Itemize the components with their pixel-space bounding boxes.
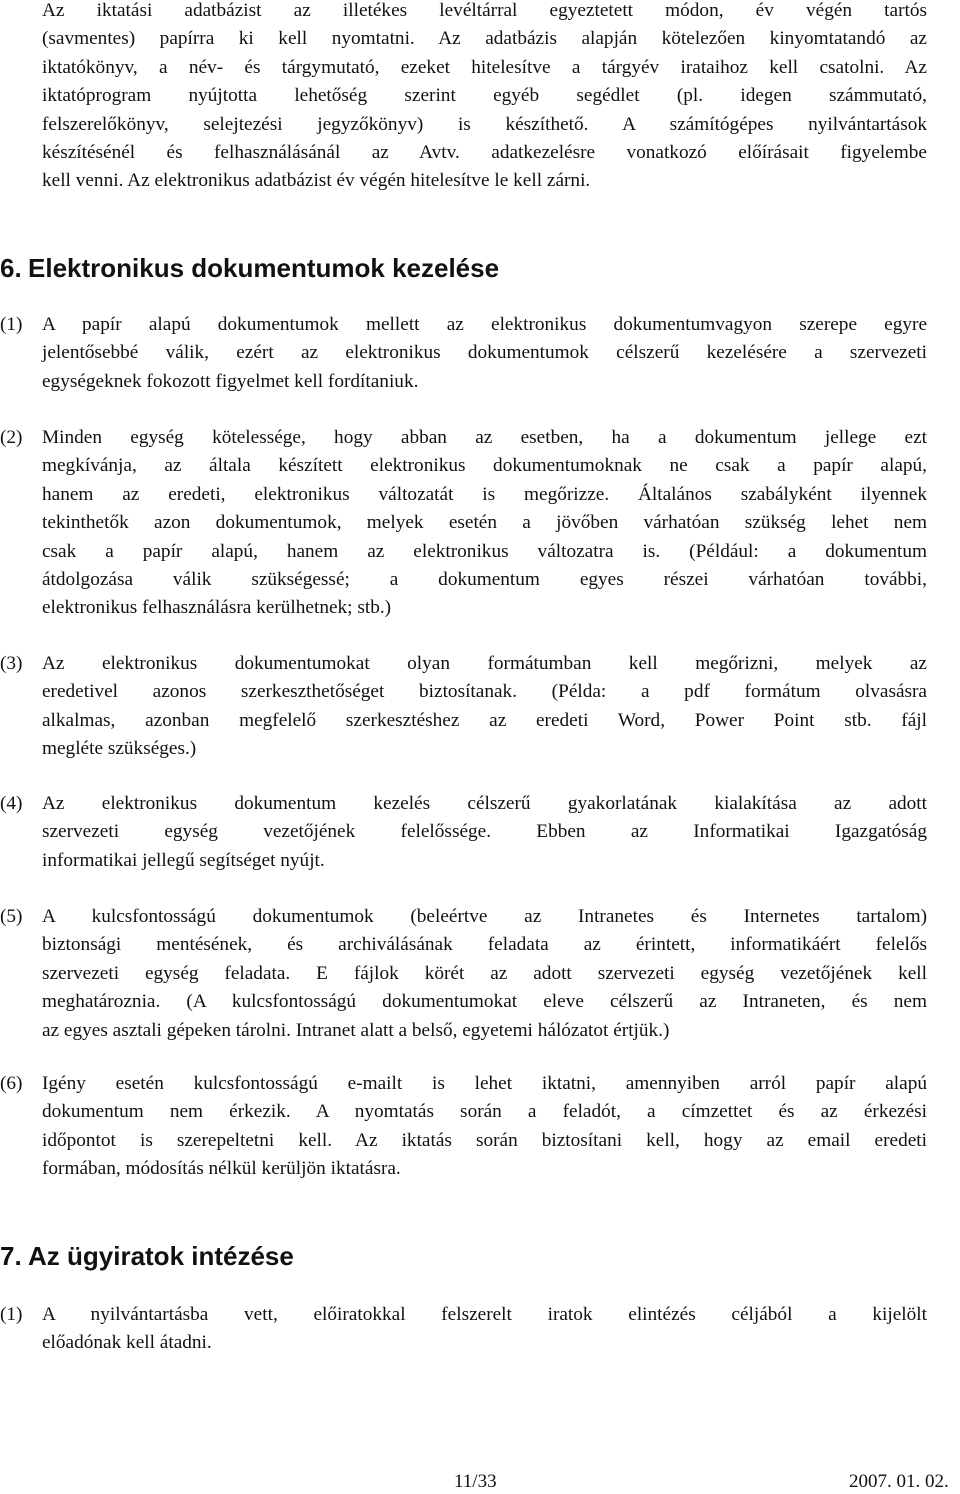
text-line: megkívánja, az általa készített elektronikus dokumentumoknak ne csak a papír alapú, [42,455,927,477]
text-line: dokumentum nem érkezik. A nyomtatás során a feladót, a címzettet és az érkezési [42,1101,927,1123]
paragraph-number: (4) [0,793,23,814]
text-line: időpontot is szerepeltetni kell. Az iktatás során biztosítani kell, hogy az email eredeti [42,1129,927,1151]
text-line: informatikai jellegű segítséget nyújt. [42,849,325,871]
text-line: formában, módosítás nélkül kerüljön iktatásra. [42,1158,401,1180]
text-line: Minden egység kötelessége, hogy abban az esetben, ha a dokumentum jellege ezt [42,427,927,448]
section-number: 6. [0,253,22,283]
section-title: Az ügyiratok intézése [28,1241,294,1271]
paragraph-number: (2) [0,427,23,448]
intro-paragraph [42,0,927,196]
section-6-paragraph-4 [0,790,927,875]
text-line: tekinthetők azon dokumentumok, melyek esetén a jövőben várhatóan szükség lehet nem [42,512,927,534]
section-6-paragraph-3 [0,650,927,764]
text-line: szervezeti egység feladata. E fájlok körét az adott szervezeti egység vezetőjének kell [42,962,927,984]
text-line: (savmentes) papírra ki kell nyomtatni. Az adatbázis alapján kötelezően kinyomtatandó az [42,28,927,50]
section-7-paragraph-1 [0,1301,927,1358]
text-line: eredetivel azonos szerkeszthetőséget biztosítanak. (Példa: a pdf formátum olvasásra [42,681,927,703]
text-line: az egyes asztali gépeken tárolni. Intranet alatt a belső, egyetemi hálózatot értjük.) [42,1019,670,1041]
text-line: hanem az eredeti, elektronikus változatát is megőrizze. Általános szabályként ilyennek [42,483,927,505]
text-line: Igény esetén kulcsfontosságú e-mailt is lehet iktatni, amennyiben arról papír alapú [42,1073,927,1094]
text-line: megléte szükséges.) [42,738,197,760]
text-line: biztonsági mentésének, és archiválásának feladata az érintett, informatikáért felelős [42,934,927,956]
paragraph-number: (5) [0,906,23,927]
text-line: Az elektronikus dokumentumokat olyan formátumban kell megőrizni, melyek az [42,653,927,674]
text-line: A nyilvántartásba vett, előiratokkal felszerelt iratok elintézés céljából a kijelölt [42,1304,927,1325]
text-line: felszerelőkönyv, selejtezési jegyzőkönyv) is készíthető. A számítógépes nyilvántartások [42,113,927,135]
text-line: egységeknek fokozott figyelmet kell fordítaniuk. [42,370,419,392]
section-title: Elektronikus dokumentumok kezelése [28,253,500,283]
paragraph-number: (6) [0,1073,23,1094]
text-line: csak a papír alapú, hanem az elektronikus változatra is. (Például: a dokumentum [42,540,927,562]
paragraph-number: (3) [0,653,23,674]
text-line: kell venni. Az elektronikus adatbázist év végén hitelesítve le kell zárni. [42,170,591,192]
text-line: A kulcsfontosságú dokumentumok (beleértve az Intranetes és Internetes tartalom) [42,906,927,927]
text-line: alkalmas, azonban megfelelő szerkesztéshez az eredeti Word, Power Point stb. fájl [42,709,927,731]
page-number: 11/33 [454,1471,497,1492]
text-line: iktatókönyv, a név- és tárgymutató, ezeket hitelesítve a tárgyév irataihoz kell csatolni. Az [42,56,927,78]
text-line: meghatároznia. (A kulcsfontosságú dokumentumokat eleve célszerű az Intraneten, és nem [42,991,927,1013]
text-line: iktatóprogram nyújtotta lehetőség szerint egyéb segédlet (pl. idegen számmutató, [42,85,927,107]
section-number: 7. [0,1241,22,1271]
paragraph-number: (1) [0,1304,23,1325]
section-6-heading [0,252,499,284]
text-line: Az iktatási adatbázist az illetékes levéltárral egyeztetett módon, év végén tartós [42,0,927,21]
text-line: elektronikus felhasználásra kerülhetnek; stb.) [42,597,392,619]
section-6-paragraph-6 [0,1070,927,1184]
section-6-paragraph-2 [0,424,927,623]
text-line: Az elektronikus dokumentum kezelés célszerű gyakorlatának kialakítása az adott [42,793,927,814]
paragraph-number: (1) [0,314,23,335]
section-7-heading [0,1240,294,1272]
section-6-paragraph-1 [0,311,927,396]
text-line: előadónak kell átadni. [42,1332,212,1354]
text-line: jelentősebbé válik, ezért az elektronikus dokumentumok célszerű kezelésére a szervezeti [42,342,927,364]
text-line: szervezeti egység vezetőjének felelőssége. Ebben az Informatikai Igazgatóság [42,821,927,843]
text-line: készítésénél és felhasználásánál az Avtv. adatkezelésre vonatkozó előírásait figyelembe [42,142,927,164]
footer-date: 2007. 01. 02. [849,1471,949,1492]
text-line: A papír alapú dokumentumok mellett az elektronikus dokumentumvagyon szerepe egyre [42,314,927,335]
section-6-paragraph-5 [0,903,927,1045]
text-line: átdolgozása válik szükségessé; a dokumentum egyes részei várhatóan további, [42,569,927,591]
